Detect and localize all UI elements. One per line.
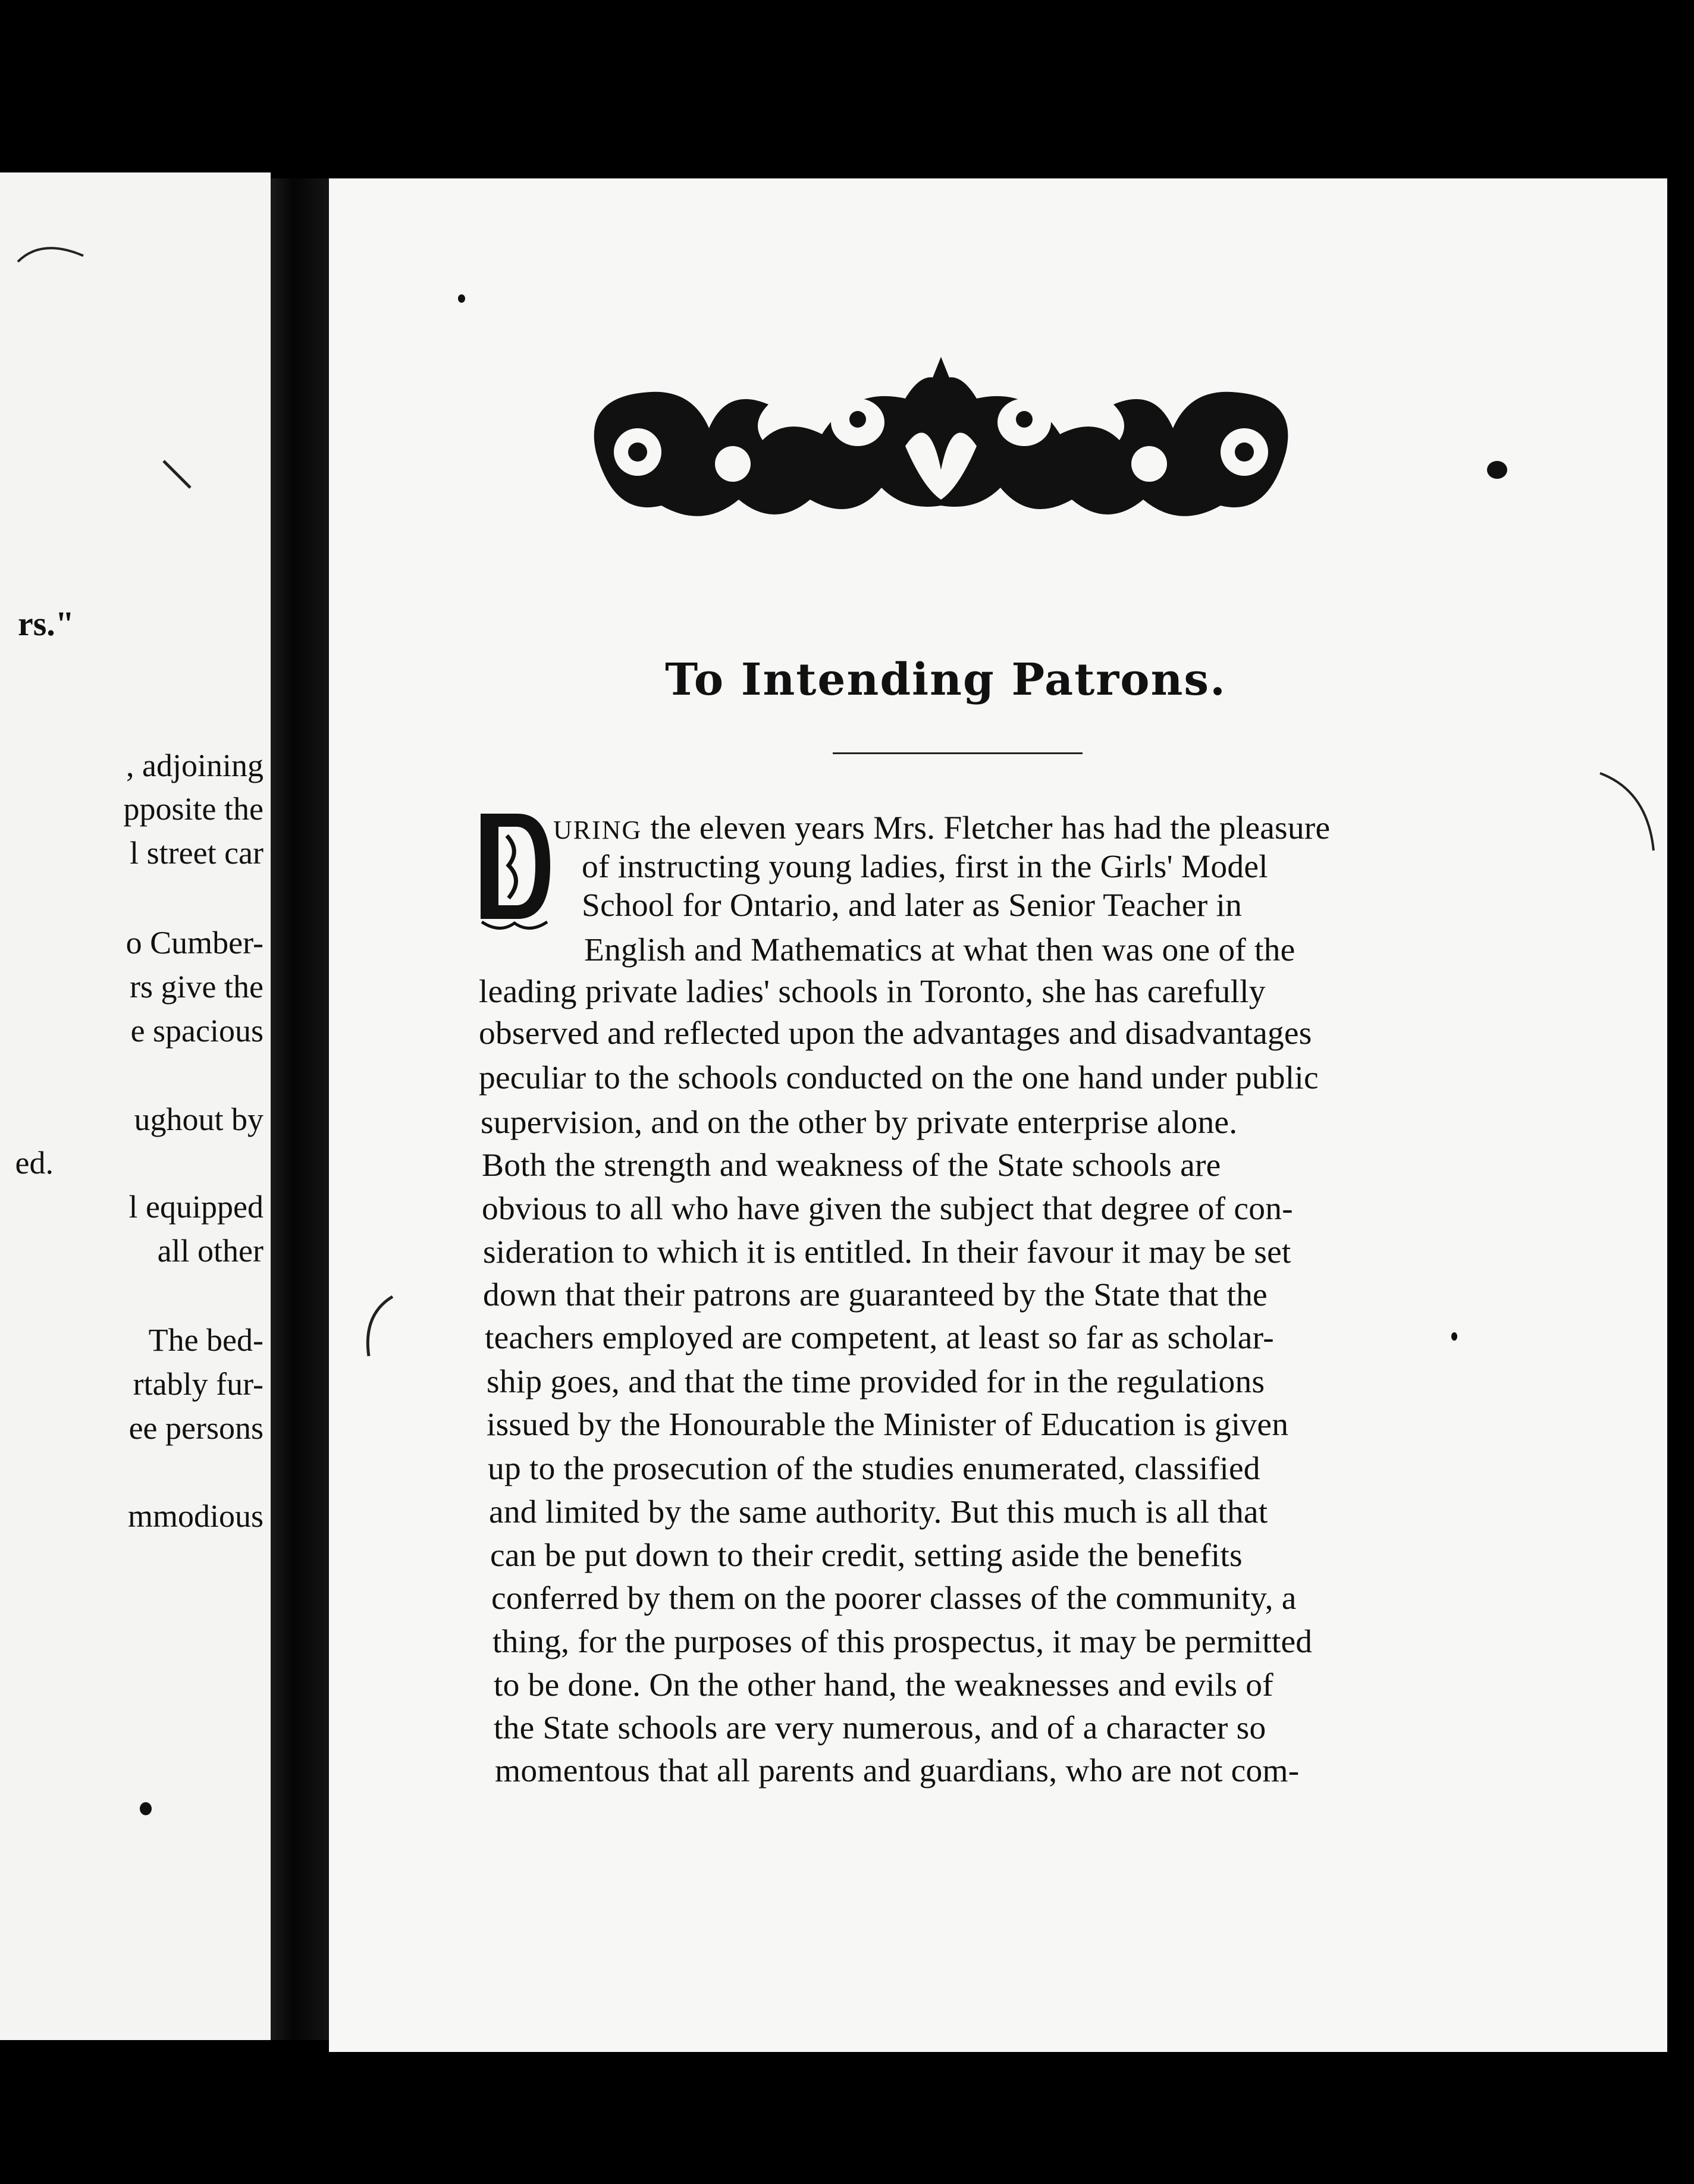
ink-speck [1451, 1332, 1457, 1341]
left-text-line: l street car [130, 835, 263, 871]
body-line: supervision, and on the other by private enterprise alone. [481, 1104, 1238, 1141]
section-title: To Intending Patrons. [665, 654, 1226, 705]
body-line: teachers employed are competent, at least so far as scholar- [485, 1320, 1274, 1356]
ink-curve-mark [1594, 767, 1665, 856]
title-rule [833, 752, 1083, 754]
body-line: School for Ontario, and later as Senior Teacher in [582, 887, 1243, 924]
ink-slash-mark [161, 458, 196, 494]
body-line: down that their patrons are guaranteed by the State that the [483, 1277, 1268, 1313]
left-text-line: e spacious [130, 1013, 263, 1049]
body-line: to be done. On the other hand, the weaknesses and evils of [494, 1667, 1273, 1703]
body-line: of instructing young ladies, first in the Girls' Model [582, 849, 1268, 885]
ornamental-headpiece [572, 351, 1310, 532]
left-text-line: The bed- [148, 1322, 263, 1358]
body-line: can be put down to their credit, setting aside the benefits [490, 1537, 1243, 1574]
ink-bracket-mark [357, 1291, 404, 1362]
left-text-line: ee persons [128, 1410, 263, 1446]
left-text-line: ughout by [134, 1102, 263, 1137]
first-word-smallcaps: URING [553, 815, 642, 845]
left-text-line: rtably fur- [133, 1366, 263, 1402]
body-line: obvious to all who have given the subject that degree of con- [482, 1191, 1293, 1227]
left-text-line: , adjoining [126, 748, 263, 783]
left-text-line: l equipped [128, 1189, 263, 1225]
body-line: English and Mathematics at what then was one of the [584, 932, 1295, 968]
body-line-first [553, 812, 1330, 845]
body-line: up to the prosecution of the studies enumerated, classified [488, 1451, 1260, 1487]
body-line: issued by the Honourable the Minister of Education is given [487, 1407, 1289, 1443]
left-text-line: ed. [15, 1145, 54, 1181]
body-line: and limited by the same authority. But this much is all that [489, 1494, 1268, 1530]
body-line: thing, for the purposes of this prospectus, it may be permitted [492, 1624, 1313, 1660]
ink-speck [1487, 461, 1507, 479]
left-text-line: o Cumber- [126, 925, 263, 961]
body-line: Both the strength and weakness of the State schools are [482, 1147, 1221, 1184]
drop-cap-d [476, 809, 553, 934]
body-line: ship goes, and that the time provided for in the regulations [487, 1364, 1265, 1400]
left-text-line: rs give the [130, 969, 263, 1005]
ink-speck [458, 294, 465, 303]
body-line: leading private ladies' schools in Toronto, she has carefully [479, 974, 1266, 1010]
ink-speck [140, 1802, 152, 1815]
left-page-fragment [0, 172, 271, 2040]
book-gutter [271, 178, 329, 2040]
left-heading-fragment: rs." [17, 604, 74, 643]
body-line: conferred by them on the poorer classes of the community, a [491, 1580, 1297, 1617]
body-line: sideration to which it is entitled. In their favour it may be set [483, 1234, 1291, 1270]
body-line: momentous that all parents and guardians, who are not com- [495, 1753, 1300, 1789]
first-line-text: the eleven years Mrs. Fletcher has had the pleasure [642, 810, 1331, 846]
left-text-line: mmodious [127, 1498, 263, 1534]
left-text-line: pposite the [123, 791, 263, 827]
body-line: the State schools are very numerous, and of a character so [494, 1710, 1266, 1746]
left-text-line: all other [157, 1233, 263, 1269]
body-line: peculiar to the schools conducted on the one hand under public [479, 1060, 1319, 1096]
ink-flourish-mark [12, 238, 89, 274]
body-line: observed and reflected upon the advantages and disadvantages [479, 1015, 1312, 1052]
